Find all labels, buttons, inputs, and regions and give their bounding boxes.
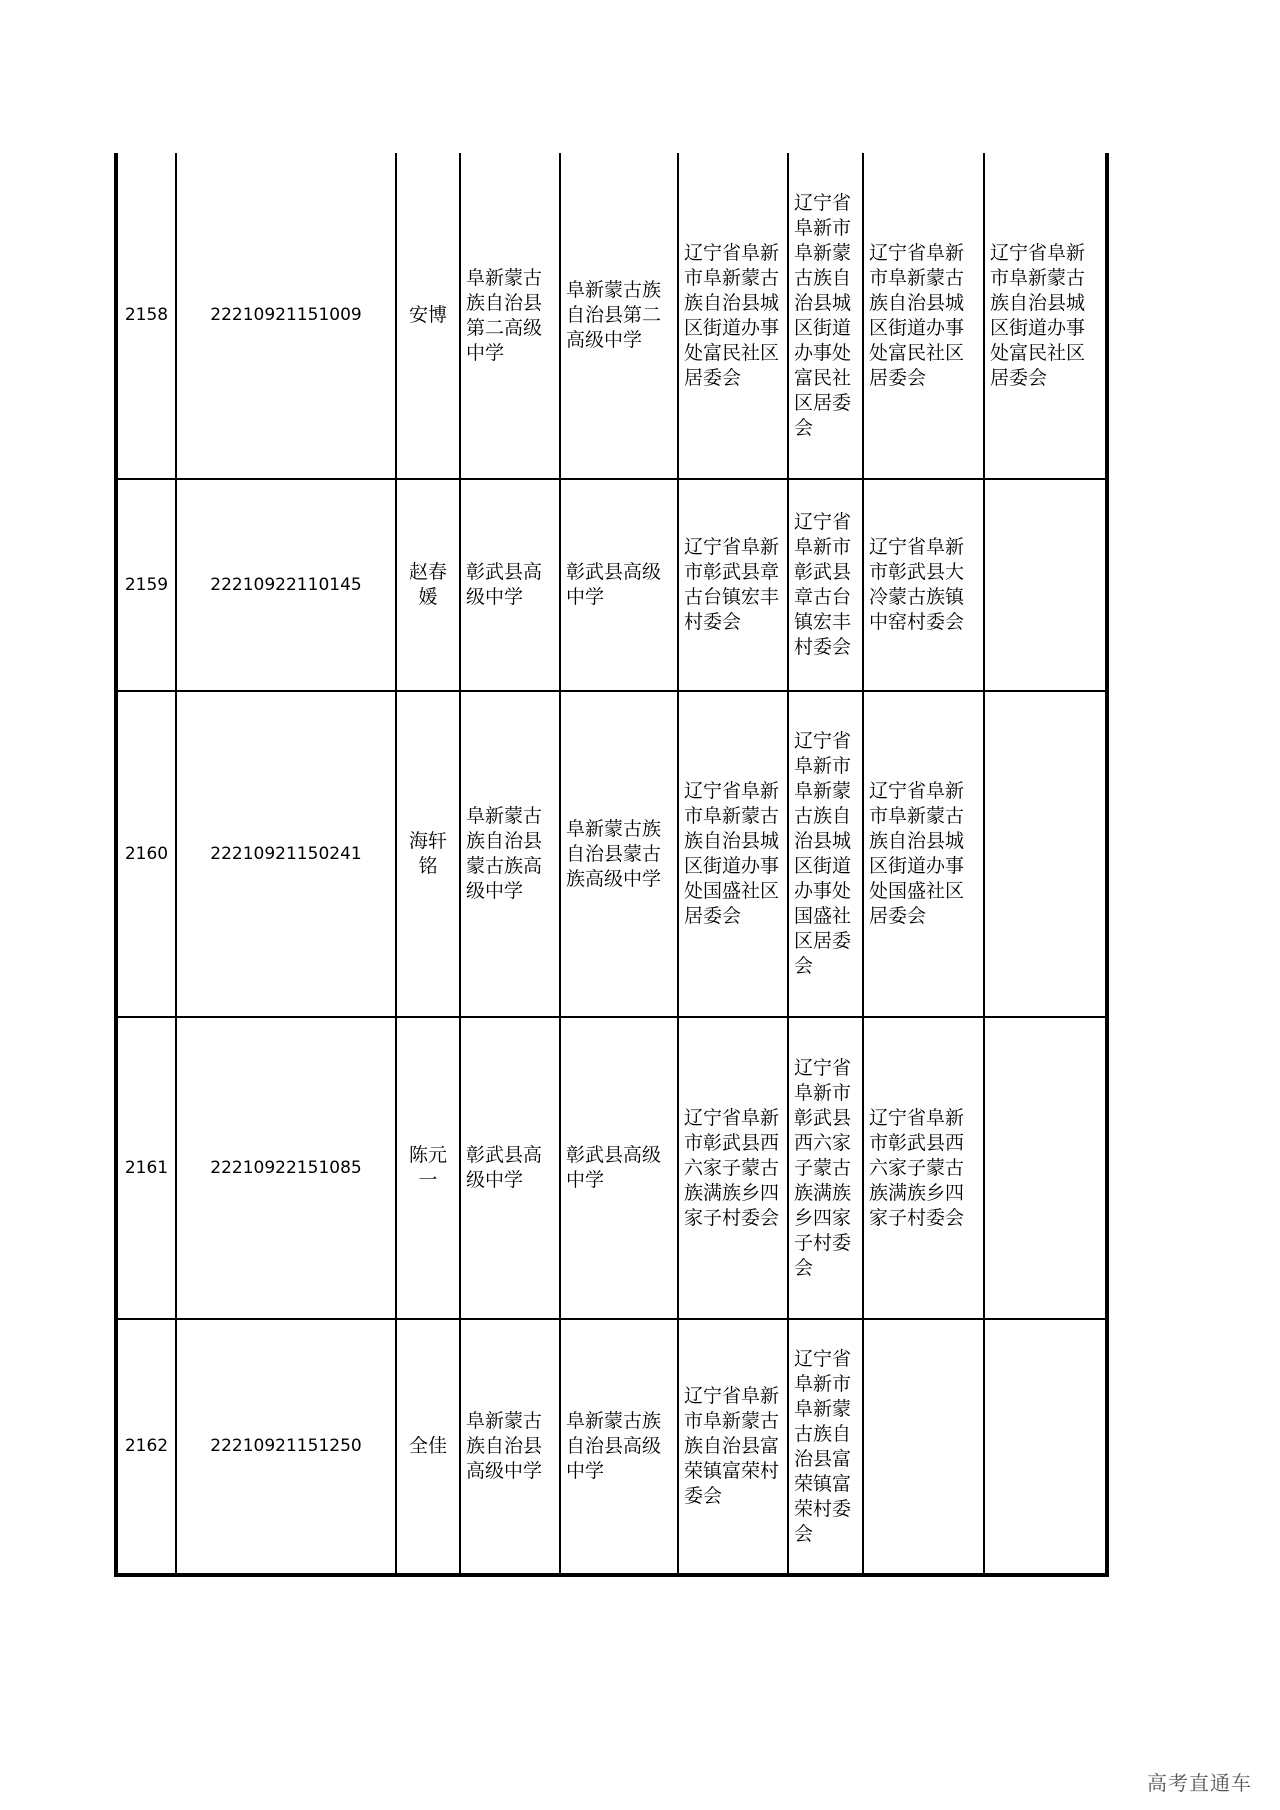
address-cell: 辽宁省阜新市彰武县西六家子蒙古族满族乡四家子村委会 [788, 1017, 863, 1319]
school-cell: 彰武县高级中学 [560, 1017, 678, 1319]
address-cell [984, 691, 1107, 1017]
name-cell: 赵春媛 [396, 479, 460, 691]
address-cell: 辽宁省阜新市阜新蒙古族自治县城区街道办事处富民社区居委会 [984, 153, 1107, 479]
address-cell: 辽宁省阜新市阜新蒙古族自治县富荣镇富荣村委会 [788, 1319, 863, 1575]
table-row [116, 1017, 1107, 1319]
address-cell: 辽宁省阜新市阜新蒙古族自治县城区街道办事处国盛社区居委会 [678, 691, 788, 1017]
exam-id-cell: 22210922151085 [176, 1017, 396, 1319]
table-row [116, 691, 1107, 1017]
address-cell: 辽宁省阜新市彰武县章古台镇宏丰村委会 [788, 479, 863, 691]
name-cell: 全佳 [396, 1319, 460, 1575]
address-cell: 辽宁省阜新市阜新蒙古族自治县城区街道办事处国盛社区居委会 [863, 691, 984, 1017]
exam-id-cell: 22210922110145 [176, 479, 396, 691]
watermark: 高考直通车 [1147, 1771, 1252, 1795]
address-cell: 辽宁省阜新市阜新蒙古族自治县城区街道办事处富民社区居委会 [788, 153, 863, 479]
address-cell: 辽宁省阜新市阜新蒙古族自治县城区街道办事处富民社区居委会 [678, 153, 788, 479]
student-table [114, 153, 1109, 1577]
address-cell [863, 1319, 984, 1575]
table-row [116, 1319, 1107, 1575]
name-cell: 海轩铭 [396, 691, 460, 1017]
seq-cell: 2161 [116, 1017, 176, 1319]
address-cell: 辽宁省阜新市彰武县西六家子蒙古族满族乡四家子村委会 [678, 1017, 788, 1319]
exam-id-cell: 22210921151009 [176, 153, 396, 479]
name-cell: 安博 [396, 153, 460, 479]
address-cell [984, 1319, 1107, 1575]
seq-cell: 2158 [116, 153, 176, 479]
address-cell [984, 1017, 1107, 1319]
school-cell: 阜新蒙古族自治县蒙古族高级中学 [560, 691, 678, 1017]
address-cell: 辽宁省阜新市阜新蒙古族自治县城区街道办事处富民社区居委会 [863, 153, 984, 479]
table-row [116, 153, 1107, 479]
address-cell: 辽宁省阜新市阜新蒙古族自治县富荣镇富荣村委会 [678, 1319, 788, 1575]
school-cell: 彰武县高级中学 [560, 479, 678, 691]
address-cell: 辽宁省阜新市阜新蒙古族自治县城区街道办事处国盛社区居委会 [788, 691, 863, 1017]
school-cell: 彰武县高级中学 [460, 479, 560, 691]
exam-id-cell: 22210921151250 [176, 1319, 396, 1575]
school-cell: 阜新蒙古族自治县高级中学 [460, 1319, 560, 1575]
school-cell: 阜新蒙古族自治县高级中学 [560, 1319, 678, 1575]
address-cell: 辽宁省阜新市彰武县大冷蒙古族镇中窑村委会 [863, 479, 984, 691]
address-cell [984, 479, 1107, 691]
school-cell: 阜新蒙古族自治县蒙古族高级中学 [460, 691, 560, 1017]
school-cell: 阜新蒙古族自治县第二高级中学 [460, 153, 560, 479]
seq-cell: 2159 [116, 479, 176, 691]
exam-id-cell: 22210921150241 [176, 691, 396, 1017]
table-row [116, 479, 1107, 691]
school-cell: 阜新蒙古族自治县第二高级中学 [560, 153, 678, 479]
school-cell: 彰武县高级中学 [460, 1017, 560, 1319]
address-cell: 辽宁省阜新市彰武县西六家子蒙古族满族乡四家子村委会 [863, 1017, 984, 1319]
seq-cell: 2160 [116, 691, 176, 1017]
name-cell: 陈元一 [396, 1017, 460, 1319]
address-cell: 辽宁省阜新市彰武县章古台镇宏丰村委会 [678, 479, 788, 691]
seq-cell: 2162 [116, 1319, 176, 1575]
